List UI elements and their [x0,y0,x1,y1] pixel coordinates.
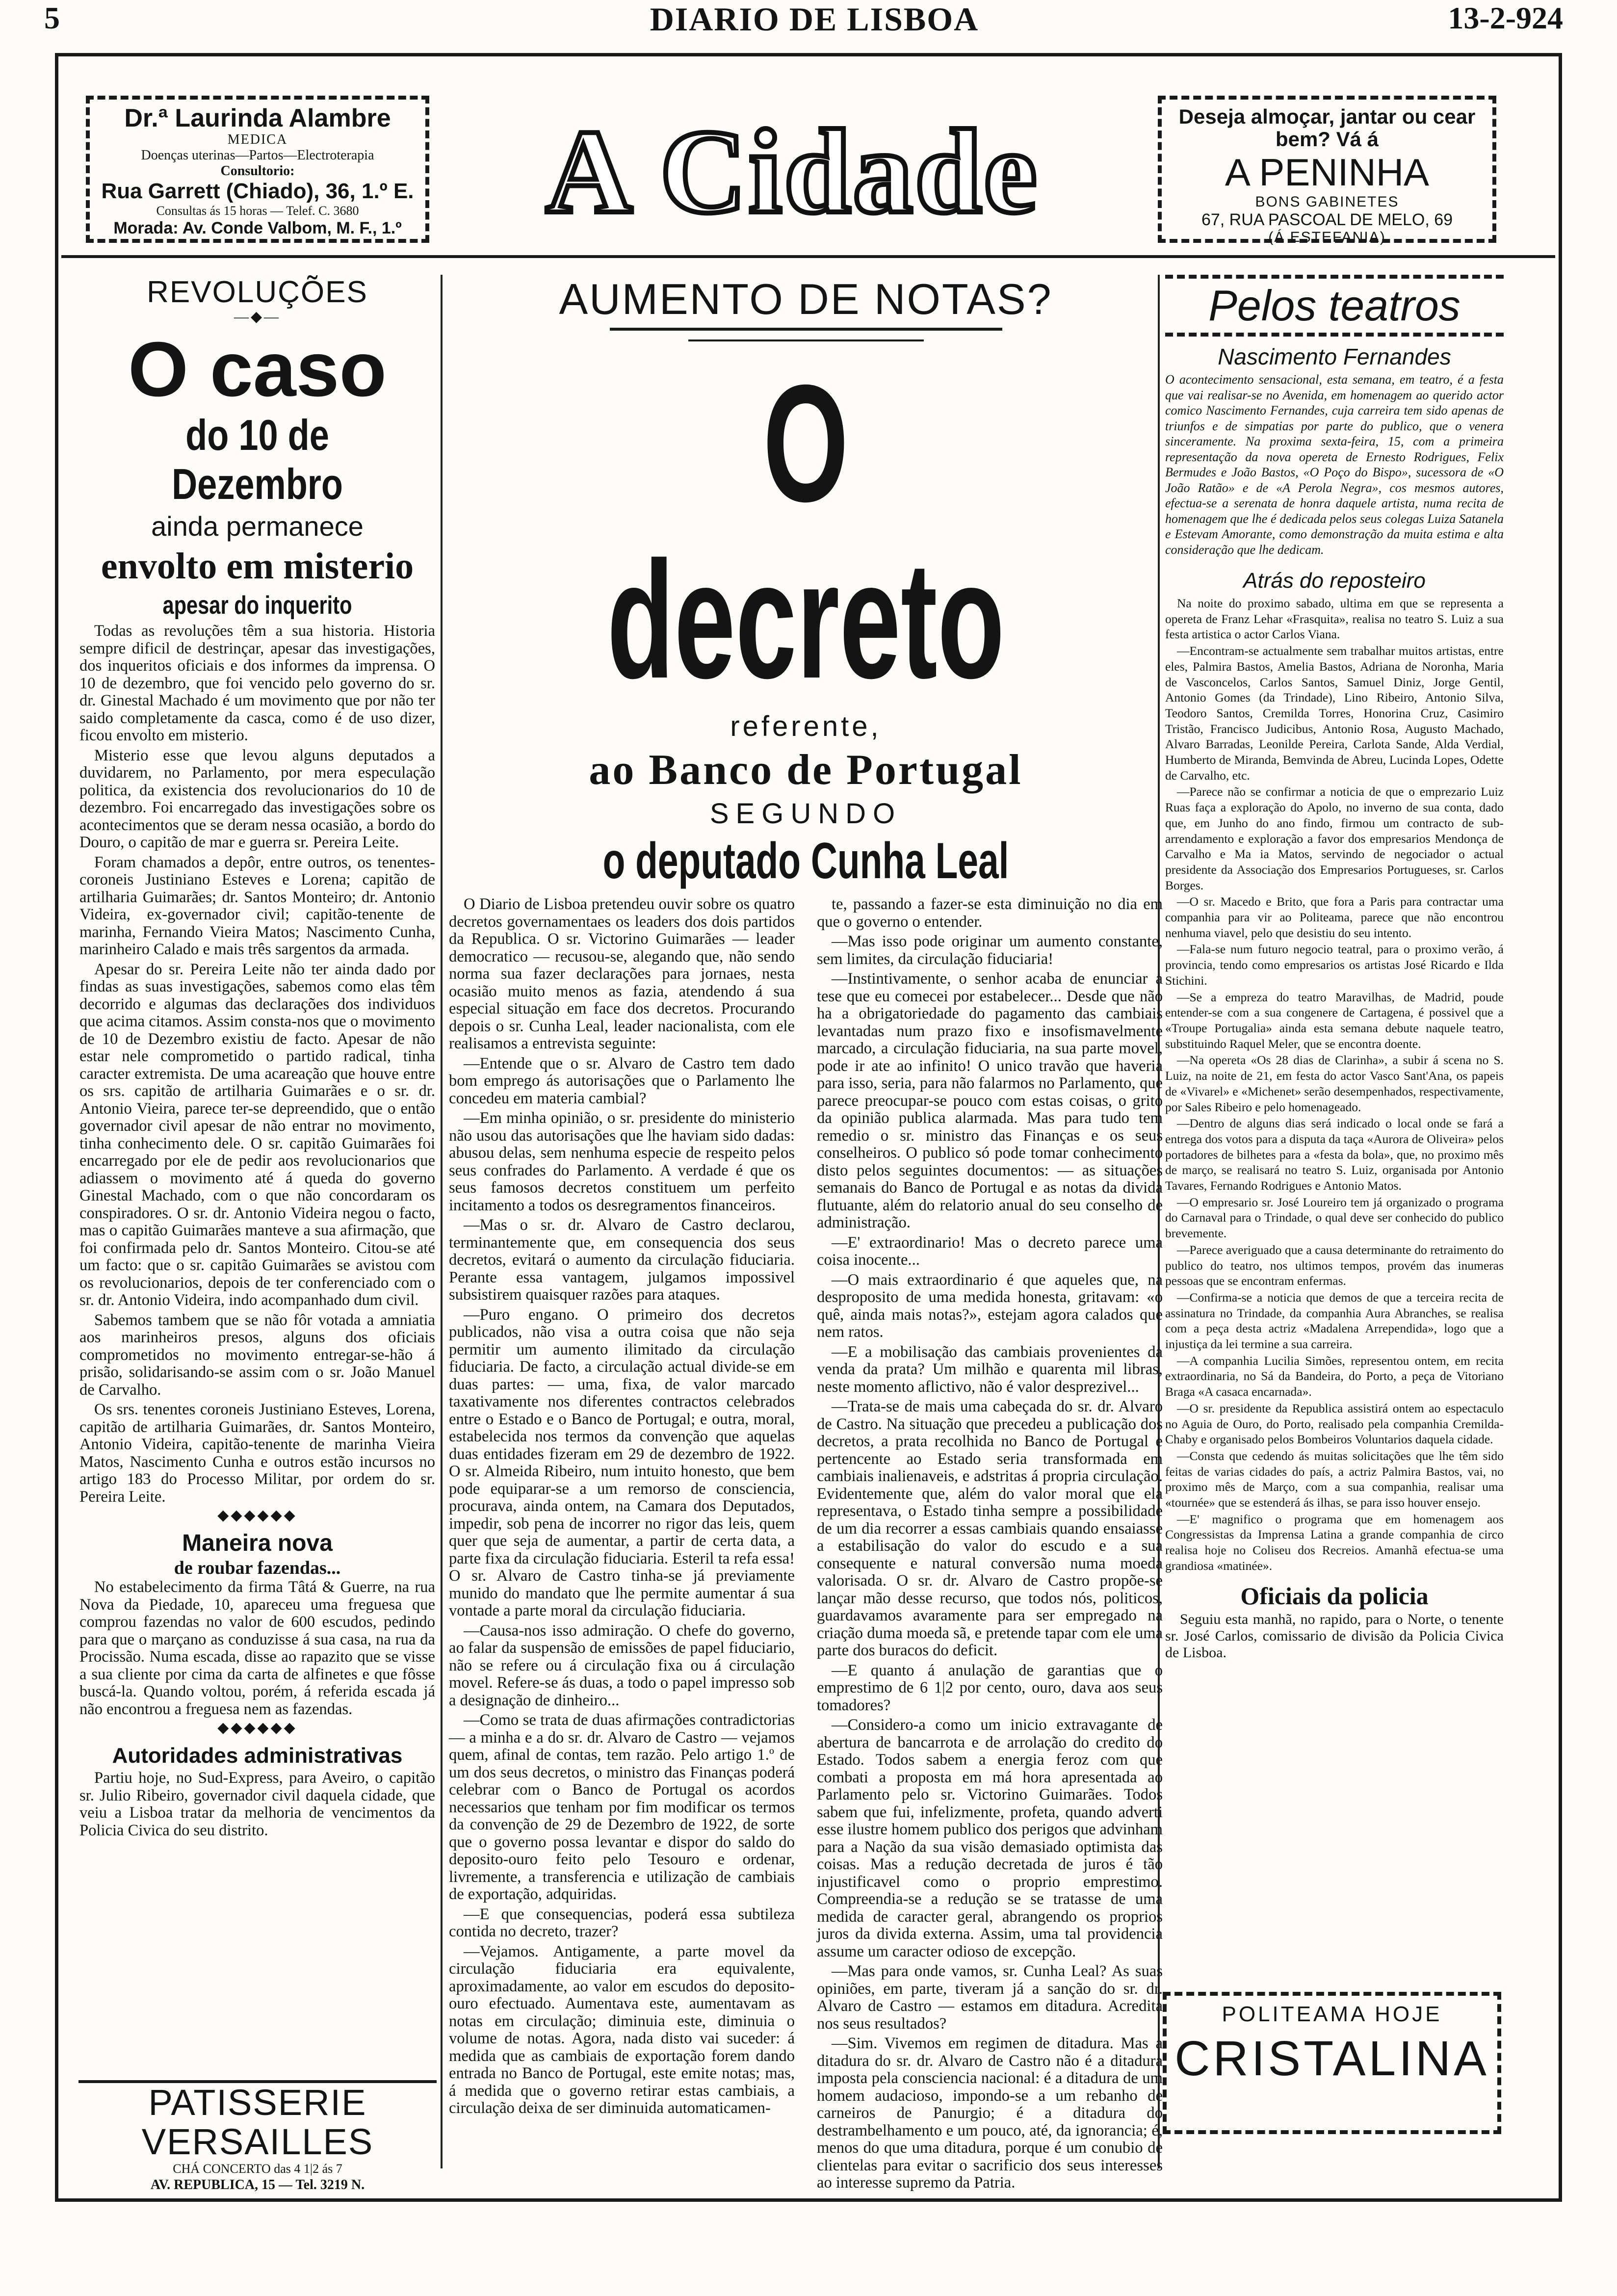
section-heading: Oficiais da policia [1240,1582,1429,1610]
paragraph: —Mas isso pode originar um aumento constante, sem limites, da circulação fiduciaria! [817,933,1163,968]
advert-restaurant-name: A PENINHA [1225,151,1430,194]
advert-patisserie [78,2080,437,2194]
page-header [0,0,1617,44]
issue-date: 13-2-924 [1448,0,1563,35]
paragraph: Misterio esse que levou alguns deputados a duvidarem, no Parlamento, por mera especulação politica, da existencia dos revolucionarios do 10 de dezembro. Foi encarregado das investigações sobre os acontecimentos que se deram nessa ocasião, a bordo do Douro, o capitão de mar e guerra sr. Pereira Leite. [79,746,435,851]
paragraph: —Causa-nos isso admiração. O chefe do governo, ao falar da suspensão de emissões de papel fiduciario, não se refere ou á circulação fixa ou á circulação movel. Refere-se ás duas, a todo o papel impresso sob a designação de dinheiro... [449,1621,795,1709]
advert-doctor-name: Dr.ª Laurinda Alambre [124,104,391,132]
news-item: —Se a empreza do teatro Maravilhas, de Madrid, poude entender-se com a sua congenere de Cartagena, é possivel que a «Troupe Portugalia» ainda esta semana debute naquele teatro, substituindo Raquel Meler, que se encontra doente. [1165,990,1504,1051]
dashed-border-bottom [1165,333,1504,337]
advert-politeama [1163,1992,1501,2134]
news-item: —Dentro de alguns dias será indicado o local onde se fará a entrega dos votos para a disputa da taça «Aurora de Oliveira» pelos portadores de bilhetes para a «festa da bola», que, no proximo mês de março, se realisará no teatro S. Luiz, organisada por Antonio Tavares, Fernando Rodrigues e Antonio Matos. [1165,1116,1504,1193]
advert-doctor-role: MEDICA [227,132,288,147]
section-title: A Cidade [546,105,1039,238]
section-heading: Autoridades administrativas [112,1744,403,1768]
news-item: —Parece não se confirmar a noticia de que o emprezario Luiz Ruas faça a exploração do Apolo, no inverno de sua conta, dado que, em Junho do ano findo, firmou um contracto de sub-arrendamento e exploração a favor dos empresarios Mendonça de Carvalho e Ma ia Matos, servindo de negociador o actual presidente da Associação dos Empresarios Portugueses, sr. Carlos Borges. [1165,784,1504,892]
paragraph: —Puro engano. O primeiro dos decretos publicados, não visa a outra coisa que não seja permitir um aumento ilimitado da circulação fiduciaria. De facto, a circulação actual divide-se em duas partes: — uma, fixa, de valor marcado taxativamente nos diferentes contractos celebrados entre o Estado e o Banco de Portugal; e outra, moral, estabelecida nos termos da convenção que aquelas duas entidades fizeram em 29 de dezembro de 1922. O sr. Almeida Ribeiro, num intuito honesto, que bem pode equiparar-se a um remorso de consciencia, procurava, ainda ontem, na Camara dos Deputados, impedir, sob pena de incorrer no rigor das leis, quem quer que seja de aumentar, a partir de certa data, a parte fixa da circulação fiduciaria. Esteril ta refa essa! O sr. Alvaro de Castro tinha-se já previamente munido do mandato que lhe permite aumentar á sua vontade a parte moral da circulação fiduciaria. [449,1305,795,1619]
subheadline-2: ao Banco de Portugal [589,746,1023,794]
subheadline-4: o deputado Cunha Leal [602,833,1009,889]
paragraph: Todas as revoluções têm a sua historia. Historia sempre dificil de destrinçar, apesar das investigações, dos inqueritos oficiais e dos informes da imprensa. O 10 de dezembro, que foi vencido pelo governo do sr. dr. Ginestal Machado é um movimento que por não ter saido completamente da casca, como é de uso dizer, ficou envolto em misterio. [79,622,435,744]
ornament-divider: —◆— [234,309,281,325]
advert-doctor [86,96,429,243]
advert-patisserie-address: AV. REPUBLICA, 15 — Tel. 3219 N. [150,2177,365,2192]
article-body-left [449,896,795,2194]
subheadline-3: SEGUNDO [709,798,902,830]
advert-doctor-residence: Morada: Av. Conde Valbom, M. F., 1.º [113,219,402,237]
paragraph: Foram chamados a depôr, entre outros, os tenentes-coroneis Justiniano Esteves e Lorena; capitão de artilharia Guimarães; dr. Santos Monteiro; dr. Antonio Videira, ex-governador civil; capitão-tenente de marinha, Fernando Vieira Matos; Nascimento Cunha, marinheiro Calado e mais três sargentos da armada. [79,853,435,958]
dashed-border-top [1165,275,1504,279]
advert-restaurant-address: 67, RUA PASCOAL DE MELO, 69 [1201,210,1453,229]
news-item: —O sr. presidente da Republica assistirá ontem ao espectaculo no Aguia de Ouro, do Porto, realisado pela companhia Cremilda-Chaby e organisado pelos Bombeiros Voluntarios daquela cidade. [1165,1401,1504,1447]
article-body: O acontecimento sensacional, esta semana, em teatro, é a festa que vai realisar-se no Avenida, em homenagem ao querido actor comico Nascimento Fernandes, cuja carreira tem sido apenas de triunfos e de simpatias por parte do publico, que o venera sinceramente. Na proxima sexta-feira, 15, com a primeira representação da nova opereta de Ernesto Rodrigues, Felix Bermudes e João Bastos, «O Poço do Bispo», sucessora de «O João Ratão» e de «A Perola Negra», cos mesmos autores, efectua-se a serenata de honra daquele artista, numa recita de homenagem que lhe é dedicada pelos seus colegas Luiza Satanela e Estevam Amorante, como demonstração da muita estima e alta consideração que lhe dedicam. [1165,372,1504,557]
paragraph: Os srs. tenentes coroneis Justiniano Esteves, Lorena, capitão de artilharia Guimarães, dr. Santos Monteiro, Antonio Videira, capitão-tenente de marinha Vieira Matos, Nascimento Cunha e outros estão incursos no artigo 183 do Processo Militar, por ordem do sr. Pereira Leite. [79,1401,435,1506]
news-items [1165,596,1504,1574]
news-item: —Fala-se num futuro negocio teatral, para o proximo verão, á provincia, tendo como empresarios os artistas José Ricardo e Ilda Stichini. [1165,942,1504,988]
paragraph: Seguiu esta manhã, no rapido, para o Norte, o tenente sr. José Carlos, comissario de divisão da Policia Civica de Lisboa. [1165,1611,1504,1661]
subheadline: ainda permanece [151,511,364,542]
ornament-divider: ◆◆◆◆◆◆ [217,1507,297,1523]
headline-line-2: do 10 de Dezembro [172,411,343,508]
section-title-theatres: Pelos teatros [1208,281,1461,330]
paragraph: —E a mobilisação das cambiais provenientes da venda da prata? Um milhão e quarenta mil libras, neste momento aflictivo, não é valor desprezivel... [817,1343,1163,1396]
paragraph: —Considero-a como um inicio extravagante de abertura de bancarrota e de arrolação do credito do Estado. Todos sabem a energia feroz com que combati a proposta em má hora apresentada ao Parlamento pelo sr. Victorino Guimarães. Todos sabem que fui, infelizmente, profeta, quando adverti esse ilustre homem publico dos perigos que advinham para a Nação da sua visão demasiado optimista das coisas. Mas a redução decretada de juros é tão injustificavel como o proprio emprestimo. Compreendia-se a redução se se tratasse de uma medida de caracter geral, abrangendo os proprios juros da divida externa. Assim, uma tal providencia assume um caracter odioso de excepção. [817,1716,1163,1960]
news-item: —A companhia Lucilia Simões, representou ontem, em recita extraordinaria, no Sá da Bandeira, do Porto, a peça de Vitoriano Braga «A casaca encarnada». [1165,1353,1504,1399]
advert-politeama-header: POLITEAMA HOJE [1222,2002,1442,2026]
advert-restaurant [1158,96,1496,243]
paragraph: —Sim. Vivemos em regimen de ditadura. Mas a ditadura do sr. dr. Alvaro de Castro não é a ditadura imposta pela consciencia nacional: é a ditadura de um homem audacioso, impondo-se a um rebanho de carneiros de Panurgio; é a ditadura do destrambelhamento e um pouco, até, da ignorancia; é, menos do que uma ditadura, porque é um conubio de clientelas para evitar o sacrificio dos seus interesses ao interesse supremo da Patria. [817,2035,1163,2192]
article-december-case [79,275,435,1842]
paragraph: O Diario de Lisboa pretendeu ouvir sobre os quatro decretos governamentaes os leaders dos dois partidos da Republica. O sr. Victorino Guimarães — leader democratico — recusou-se, alegando que, não sendo norma sua fazer declarações para jornaes, nesta ocasião muito menos as fazia, atendendo á sua especial situação em face dos decretos. Procurando depois o sr. Cunha Leal, leader nacionalista, com ele realisamos a entrevista seguinte: [449,895,795,1052]
paragraph: —E que consequencias, poderá essa subtileza contida no decreto, trazer? [449,1905,795,1940]
divider [688,339,924,341]
paragraph: te, passando a fazer-se esta diminuição no dia em que o governo o entender. [817,895,1163,931]
advert-restaurant-note: (Á ESTEFANIA) [1268,229,1386,245]
paragraph: —Em minha opinião, o sr. presidente do ministerio não usou das autorisações que lhe haviam sido dadas: abusou delas, sem nenhuma especie de respeito pelos seus confrades do Parlamento. A verdade é que os seus famosos decretos constituem um perfeito incitamento a todos os desregramentos financeiros. [449,1109,795,1214]
news-item: —Encontram-se actualmente sem trabalhar muitos artistas, entre eles, Palmira Bastos, Amelia Bastos, Adriana de Noronha, Maria de Vasconcelos, Carlos Santos, Samuel Diniz, Jorge Gentil, Antonio Gomes (da Trindade), Lino Ribeiro, Antonio Silva, Teodoro Santos, Cremilda Torres, Honorina Cruz, Casimiro Tristão, Francisco Judicibus, Antonio Rosa, Augusto Machado, Alvaro Barradas, Leonilde Pereira, Carlota Sande, Alda Verdial, Humberto de Miranda, Bemvinda de Abreu, Lucinda Lopes, Odette de Carvalho, etc. [1165,644,1504,783]
advert-politeama-title: CRISTALINA [1174,2031,1489,2086]
advert-restaurant-cabinets: BONS GABINETES [1255,194,1399,210]
subheadline: referente, [730,710,882,742]
column-divider-1 [441,275,443,2168]
page-number: 5 [44,0,60,35]
paragraph: —O mais extraordinario é que aqueles que, na desproposito de uma medida honesta, gritavam: «o quê, ainda mais notas?», estejam agora calados que nem ratos. [817,1271,1163,1341]
news-item: —E' magnifico o programa que em homenagem aos Congressistas da Imprensa Latina a grande companhia de circo realisa hoje no Coliseu dos Recreios. Amanhã efectua-se uma grandiosa «matinée». [1165,1512,1504,1573]
article-decree [449,275,1163,2194]
news-item: —Parece averiguado que a causa determinante do retraimento do publico do teatro, nos ultimos tempos, provém das inumeras pessoas que se encontram enfermas. [1165,1242,1504,1288]
paragraph: —E' extraordinario! Mas o decreto parece uma coisa inocente... [817,1233,1163,1269]
article-body [79,1770,435,1839]
article-columns [449,896,1163,2194]
subheadline-3: apesar do inquerito [162,591,352,620]
paragraph: —Entende que o sr. Alvaro de Castro tem dado bom emprego ás autorisações que o Parlamento lhe concedeu em materia cambial? [449,1054,795,1107]
advert-restaurant-line2: bem? Vá á [1275,128,1379,151]
news-item: Na noite do proximo sabado, ultima em que se representa a opereta de Franz Lehar «Frasquita», realisa no teatro S. Luiz a sua festa artistica o actor Carlos Viana. [1165,596,1504,642]
paragraph: —E quanto á anulação de garantias que o emprestimo de 6 1|2 por cento, ouro, dava aos seus tomadores? [817,1661,1163,1714]
advert-restaurant-line1: Deseja almoçar, jantar ou cear [1178,105,1476,128]
news-item: —Confirma-se a noticia que demos de que a terceira recita de assinatura no Trindade, da companhia Aura Abranches, se realisa com a peça desta actriz «Madalena Arrependida», logo que a injustiça da lei termine a sua carreira. [1165,1290,1504,1352]
ornament-divider: ◆◆◆◆◆◆ [217,1720,297,1736]
kicker: AUMENTO DE NOTAS? [559,275,1053,323]
news-item: —Consta que cedendo ás muitas solicitações que lhe têm sido feitas de varias cidades do país, a actriz Palmira Bastos, vai, no proximo mês de Março, com a sua companhia, realisar uma «tournée» que se estenderá ás ilhas, se para isso houver ensejo. [1165,1448,1504,1510]
paragraph: No estabelecimento da firma Tâtá & Guerre, na rua Nova da Piedade, 10, apareceu uma freguesa que comprou fazendas no valor de 600 escudos, pedindo para que o marçano as conduzisse á sua casa, na rua da Procissão. Numa escada, disse ao rapazito que se visse a sua cliente por cima da carta de alfinetes e que fôsse buscá-la. Quando voltou, porém, á referida escada já não encontrou a freguesa nem as fazendas. [79,1578,435,1718]
article-body [79,1579,435,1718]
advert-patisserie-hours: CHÁ CONCERTO das 4 1|2 ás 7 [173,2162,342,2176]
advert-doctor-hours: Consultas ás 15 horas — Telef. C. 3680 [156,204,359,218]
divider [610,328,1002,331]
paragraph: —Mas para onde vamos, sr. Cunha Leal? As suas opiniões, em parte, tiveram já a sanção do sr. dr. Alvaro de Castro — estamos em ditadura. Acredita nos seus resultados? [817,1962,1163,2033]
subheading: Nascimento Fernandes [1218,344,1451,369]
article-body-right [817,896,1163,2194]
header-divider [61,255,1555,258]
paragraph: Sabemos tambem que se não fôr votada a amniatia aos marinheiros presos, alguns dos oficiais comprometidos no movimento entregar-se-hão á prisão, solidarisando-se assim com o sr. João Manuel de Carvalho. [79,1311,435,1399]
advert-doctor-office-label: Consultorio: [220,163,295,179]
masthead: DIARIO DE LISBOA [650,0,979,38]
subheading: Atrás do reposteiro [1243,569,1426,593]
paragraph: —Vejamos. Antigamente, a parte movel da circulação fiduciaria era equivalente, aproximadamente, ao valor em escudos do deposito-ouro efectuado. Aumentava este, aumentavam as notas em circulação; diminuia este, diminuia o volume de notas. Agora, nada disto vai suceder: á medida que as cambiais de exportação forem dando entrada no Banco de Portugal, este emite notas; mas, á medida que o governo retirar estas cambiais, a circulação deixa de ser diminuida automaticamen- [449,1942,795,2117]
headline: O caso [128,326,387,413]
news-item: —O empresario sr. José Loureiro tem já organizado o programa do Carnaval para o Trindade, o qual deve ser conhecido do publico brevemente. [1165,1195,1504,1241]
advert-patisserie-name: PATISSERIE VERSAILLES [141,2082,374,2162]
paragraph: Partiu hoje, no Sud-Express, para Aveiro, o capitão sr. Julio Ribeiro, governador civil daquela cidade, que veiu a Lisboa tratar da melhoria de vencimentos da Policia Civica do seu distrito. [79,1769,435,1839]
paragraph: —Mas o sr. dr. Alvaro de Castro declarou, terminantemente que, em consequencia dos seus decretos, evitará o aumento da circulação fiduciaria. Perante essa vantagem, julgamos impossivel subsistirem quaisquer razões para ataques. [449,1216,795,1304]
theatre-column [1165,275,1504,1664]
paragraph: —Trata-se de mais uma cabeçada do sr. dr. Alvaro de Castro. Na situação que precedeu a publicação dos decretos, a prata recolhida no Banco de Portugal e pertencente ao Estado seria transformada em cambiais inalienaveis, e adstritas á propria circulação. Evidentemente que, além do valor moral que ela representava, o Estado tinha sempre a possibilidade de um dia recorrer a essas cambiais quando ensaiasse a estabilisação do valor do escudo e a sua consequente e natural conversão numa moeda valorisada. O sr. dr. Alvaro de Castro propõe-se lançar mão desse recurso, que todos nós, politicos, guardavamos avaramente para ser empregado na criação duma moeda sã, e pretende tapar com ele uma parte dos buracos do deficit. [817,1398,1163,1659]
headline: O decreto [607,350,1005,713]
article-body [79,623,435,1506]
kicker: REVOLUÇÕES [147,275,368,309]
paragraph: —Como se trata de duas afirmações contradictorias — a minha e a do sr. dr. Alvaro de Castro — vejamos quem, afinal de contas, tem razão. Pelo artigo 1.º de um dos seus decretos, o ministro das Finanças poderá celebrar com o Banco de Portugal os acordos necessarios que tenham por fim modificar os termos da convenção de 29 de Dezembro de 1922, de sorte que o governo possa levantar e dispor do saldo do deposito-ouro feito pelo Tesouro e ordenar, livremente, a transferencia e utilização de cambiais de exportação, adquiridas. [449,1711,795,1903]
news-item: —O sr. Macedo e Brito, que fora a Paris para contractar uma companhia para vir ao Politeama, parece que não encontrou nenhuma viavel, pelo que desistiu do seu intento. [1165,894,1504,940]
paragraph: Apesar do sr. Pereira Leite não ter ainda dado por findas as suas investigações, sabemos como elas têm decorrido e algumas das declarações dos individuos que acima citamos. Assim consta-nos que o movimento de 10 de Dezembro existiu de facto. Apesar de não estar nele comprometido o partido radical, tinha caracter extremista. De uma acareação que houve entre os srs. capitão de artilharia Guimarães e o sr. dr. Antonio Vieira, parece ter-se depreendido, que o então governador civil apesar de não entrar no movimento, tinha conhecimento dele. O sr. capitão Guimarães foi encarregado por ele de pedir aos revolucionarios que adiassem o movimento até á queda do governo Ginestal Machado, com o que não concordaram os conspiradores. O sr. dr. Antonio Videira negou o facto, mas o capitão Guimarães manteve a sua afirmação, que foi confirmada pelo dr. Santos Monteiro. Citou-se até um facto: que o sr. capitão Guimarães se avistou com os revolucionarios, depois de ter conferenciado com o sr. dr. Antonio Videira, indo acompanhado dum civil. [79,960,435,1309]
advert-doctor-specialty: Doenças uterinas—Partos—Electroterapia [141,148,374,163]
news-item: —Na opereta «Os 28 dias de Clarinha», a subir á scena no S. Luiz, na noite de 21, em festa do actor Vasco Sant'Ana, os papeis de «Vivarel» e «Michenet» serão desempenhados, respectivamente, por Sales Ribeiro e pelo homenageado. [1165,1053,1504,1114]
article-body [1165,1611,1504,1661]
paragraph: —Instintivamente, o senhor acaba de enunciar a tese que eu comecei por estabelecer... Desde que não ha a obrigatoriedade do pagamento das cambiais levantadas num prazo fixo e insofismavelmente marcado, a circulação fiduciaria, na sua parte movel, pode ir ate ao infinito! O unico travão que haveria para isso, seria, para não falarmos no Parlamento, que parece preocupar-se pouco com estas coisas, o grito da opinião publica alarmada. Mas para tudo tem remedio o sr. ministro das Finanças e os seus conselheiros. O publico só pode tomar conhecimento disto pelos seguintes documentos: — as situações semanais do Banco de Portugal e as notas da divida flutuante, além do relatorio anual do seu conselho de administração. [817,970,1163,1231]
section-heading: Maneira nova [182,1530,333,1556]
advert-doctor-address: Rua Garrett (Chiado), 36, 1.º E. [101,179,414,203]
subheadline-2: envolto em misterio [101,546,414,587]
section-subheading: de roubar fazendas... [174,1558,341,1578]
